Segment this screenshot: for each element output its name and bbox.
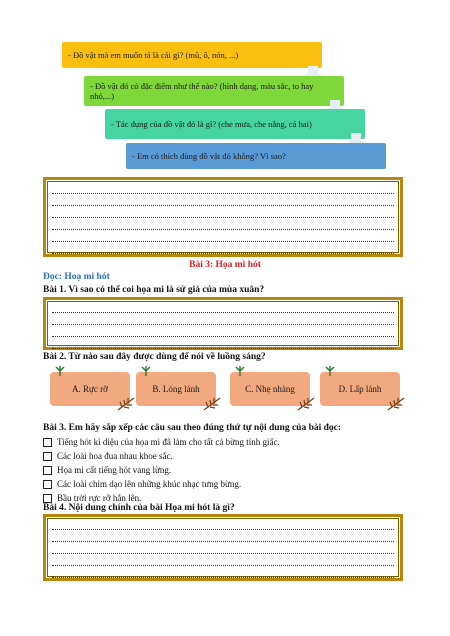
question-3: Bài 3. Em hãy sắp xếp các câu sau theo đúng thứ tự nội dung của bài đọc:	[43, 423, 342, 433]
step-box-1	[62, 42, 322, 68]
checkbox-icon[interactable]	[43, 480, 52, 489]
option-b-label: B. Lóng lánh	[152, 384, 200, 394]
step-box-4	[126, 143, 386, 169]
step-box-2	[84, 76, 344, 106]
step-text-1: - Đồ vật mà em muốn tả là cái gì? (mũ, ô, nón, ...)	[68, 50, 239, 60]
checkbox-icon[interactable]	[43, 466, 52, 475]
checkbox-icon[interactable]	[43, 438, 52, 447]
step-text-3: - Tác dụng của đồ vật đó là gì? (che mưa, che nắng, cả hai)	[111, 119, 312, 129]
list-item[interactable]: Các loài hoa đua nhau khoe sắc.	[43, 449, 280, 463]
step-text-2: - Đồ vật đó có đặc điểm như thế nào? (hình dạng, màu sắc, to hay nhỏ,...)	[90, 81, 314, 101]
question-1: Bài 1. Vì sao có thể coi họa mi là sứ giả của mùa xuân?	[43, 285, 265, 295]
option-a-label: A. Rực rỡ	[72, 384, 108, 394]
branch-icon	[116, 396, 136, 412]
list-item[interactable]: Tiếng hót kì diệu của họa mi đã làm cho tất cả bừng tỉnh giấc.	[43, 435, 280, 449]
answer-box-q4[interactable]	[43, 514, 403, 581]
checkbox-icon[interactable]	[43, 452, 52, 461]
list-item[interactable]: Họa mi cất tiếng hót vang lừng.	[43, 463, 280, 477]
answer-box-writing[interactable]	[43, 177, 403, 257]
order-list	[43, 435, 280, 505]
branch-icon	[386, 396, 406, 412]
branch-icon	[202, 396, 222, 412]
option-d[interactable]	[320, 372, 400, 406]
question-4: Bài 4. Nội dung chính của bài Họa mi hót là gì?	[43, 503, 235, 513]
answer-box-q1[interactable]	[43, 297, 403, 350]
question-2: Bài 2. Từ nào sau đây được dùng để nói về luồng sáng?	[43, 352, 266, 362]
list-item[interactable]: Bầu trời rực rỡ hẳn lên.	[43, 491, 280, 505]
option-d-label: D. Lấp lánh	[338, 384, 382, 394]
option-a[interactable]	[50, 372, 130, 406]
option-b[interactable]	[136, 372, 216, 406]
leaf-icon	[140, 366, 152, 376]
checkbox-icon[interactable]	[43, 494, 52, 503]
leaf-icon	[324, 366, 336, 376]
reading-label: Đọc: Hoạ mi hót	[43, 272, 110, 282]
step-text-4: - Em có thích dùng đồ vật đó không? Vì sao?	[132, 151, 286, 161]
leaf-icon	[54, 366, 66, 376]
list-item[interactable]: Các loài chim dạo lên những khúc nhạc tưng bừng.	[43, 477, 280, 491]
option-c-label: C. Nhẹ nhàng	[245, 384, 295, 394]
option-c[interactable]	[230, 372, 310, 406]
lesson-title: Bài 3: Họa mi hót	[189, 260, 261, 270]
step-box-3	[105, 109, 365, 139]
leaf-icon	[234, 366, 246, 376]
branch-icon	[296, 396, 316, 412]
